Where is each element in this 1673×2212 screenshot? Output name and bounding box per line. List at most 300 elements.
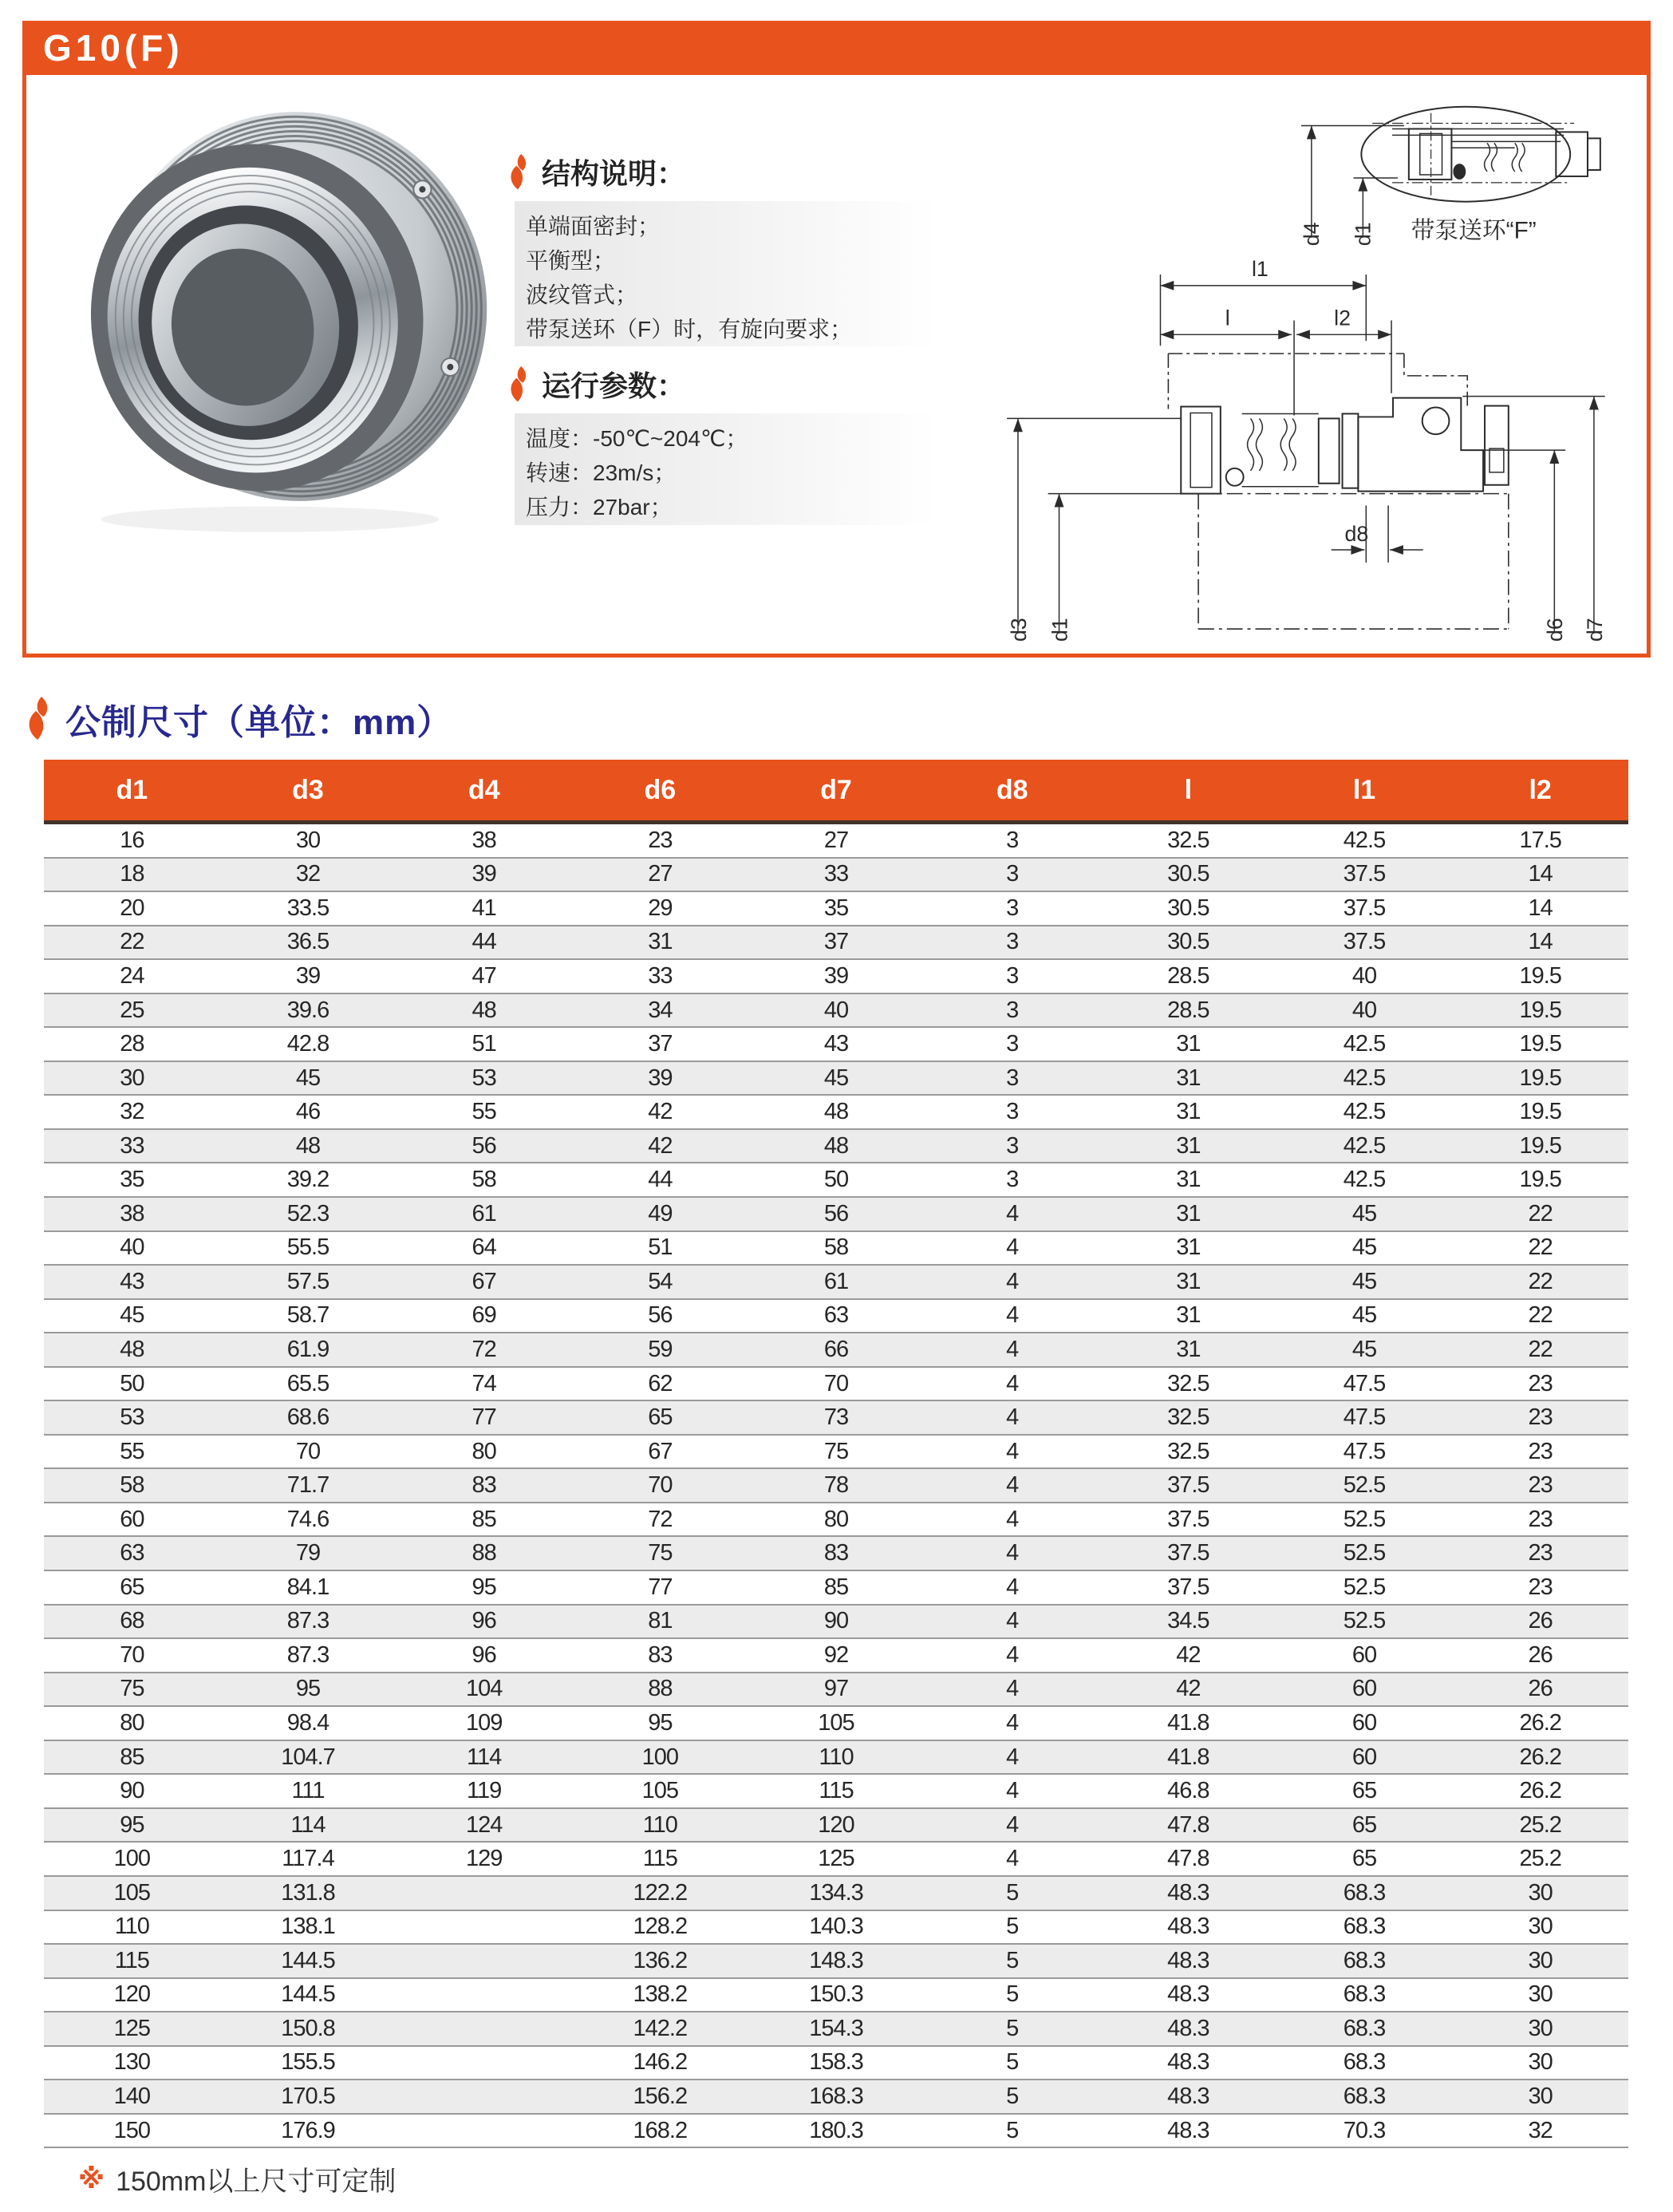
table-cell: 122.2 xyxy=(633,1879,688,1906)
table-cell: 53 xyxy=(120,1404,144,1431)
table-row xyxy=(44,1877,1628,1911)
table-cell: 37.5 xyxy=(1167,1574,1209,1600)
table-cell: 22 xyxy=(1528,1268,1553,1294)
table-row xyxy=(44,2047,1628,2081)
table-cell: 56 xyxy=(823,1200,849,1226)
table-cell: 4 xyxy=(1006,1744,1019,1770)
table-cell: 22 xyxy=(1528,1302,1553,1329)
table-body xyxy=(44,824,1628,2148)
table-cell: 83 xyxy=(823,1540,849,1566)
table-cell: 115 xyxy=(642,1846,677,1872)
table-cell: 80 xyxy=(823,1506,849,1532)
table-row xyxy=(44,1232,1628,1266)
table-cell: 30.5 xyxy=(1167,929,1209,955)
table-cell: 52.5 xyxy=(1343,1574,1386,1600)
table-cell: 40 xyxy=(1351,997,1377,1023)
table-row xyxy=(44,1062,1628,1096)
table-cell: 4 xyxy=(1006,1438,1019,1464)
table-cell: 110 xyxy=(819,1744,854,1770)
column-header: l2 xyxy=(1529,774,1552,805)
table-cell: 3 xyxy=(1006,929,1019,955)
table-cell: 26 xyxy=(1528,1641,1553,1668)
table-cell: 61 xyxy=(823,1268,849,1294)
table-cell: 48 xyxy=(295,1132,321,1159)
table-cell: 3 xyxy=(1006,1167,1019,1193)
table-cell: 31 xyxy=(1176,1065,1201,1091)
table-cell: 3 xyxy=(1006,861,1019,887)
params-line: 温度：-50℃~204℃； xyxy=(526,426,748,451)
column-header: d7 xyxy=(820,774,852,805)
table-cell: 5 xyxy=(1006,2084,1019,2109)
table-cell: 24 xyxy=(120,962,144,989)
table-cell: 19.5 xyxy=(1519,1132,1561,1159)
table-cell: 23 xyxy=(648,827,673,853)
table-cell: 155.5 xyxy=(281,2049,335,2076)
table-cell: 68.3 xyxy=(1343,2084,1386,2109)
table-row xyxy=(44,1436,1628,1470)
table-cell: 42.5 xyxy=(1343,1031,1386,1057)
seal-ring-image xyxy=(33,85,491,543)
table-row xyxy=(44,2115,1628,2149)
table-row xyxy=(44,1163,1628,1198)
table-cell: 134.3 xyxy=(809,1879,863,1906)
table-cell: 105 xyxy=(641,1778,679,1804)
table-cell: 48.3 xyxy=(1167,2084,1209,2109)
table-cell: 83 xyxy=(648,1641,673,1668)
table-cell: 4 xyxy=(1006,1506,1019,1532)
table-cell: 146.2 xyxy=(633,2049,688,2076)
dim-label-l1: l1 xyxy=(1251,256,1269,281)
table-cell: 42 xyxy=(648,1099,673,1125)
column-header: d6 xyxy=(644,774,677,805)
table-cell: 180.3 xyxy=(809,2117,863,2143)
table-row xyxy=(44,926,1628,961)
table-cell: 31 xyxy=(1176,1031,1201,1057)
table-cell: 4 xyxy=(1006,1200,1019,1226)
table-cell: 34 xyxy=(648,997,673,1023)
table-row xyxy=(44,892,1628,926)
table-cell: 85 xyxy=(120,1744,144,1770)
table-cell: 168.3 xyxy=(809,2084,863,2109)
table-row xyxy=(44,2080,1628,2115)
table-cell: 14 xyxy=(1528,861,1553,887)
table-cell: 3 xyxy=(1006,997,1019,1023)
table-cell: 114 xyxy=(467,1744,502,1770)
table-cell: 104 xyxy=(465,1676,503,1702)
table-cell: 63 xyxy=(823,1302,849,1329)
table-cell: 70.3 xyxy=(1343,2117,1386,2143)
table-cell: 42.5 xyxy=(1343,1132,1386,1159)
table-cell: 42 xyxy=(648,1132,673,1159)
table-cell: 4 xyxy=(1006,1574,1019,1600)
table-cell: 16 xyxy=(120,827,144,853)
table-cell: 148.3 xyxy=(809,1947,863,1973)
table-cell: 54 xyxy=(648,1268,673,1294)
table-cell: 31 xyxy=(1176,1336,1201,1362)
table-cell: 48.3 xyxy=(1167,2117,1209,2143)
table-cell: 52.5 xyxy=(1343,1506,1386,1532)
table-cell: 32.5 xyxy=(1167,827,1209,853)
table-cell: 88 xyxy=(472,1540,496,1566)
table-cell: 60 xyxy=(1351,1744,1377,1770)
table-cell: 45 xyxy=(1351,1200,1377,1226)
detail-label: 带泵送环“F” xyxy=(1411,217,1537,244)
table-cell: 45 xyxy=(1351,1268,1377,1294)
table-cell: 30 xyxy=(1528,2084,1553,2109)
table-cell: 42 xyxy=(1176,1676,1201,1702)
table-cell: 47.5 xyxy=(1343,1438,1386,1464)
table-cell: 23 xyxy=(1528,1370,1553,1396)
structure-line: 单端面密封； xyxy=(526,214,661,239)
table-cell: 30 xyxy=(1528,1879,1553,1906)
table-cell: 45 xyxy=(295,1065,321,1091)
table-cell: 75 xyxy=(120,1676,144,1702)
table-cell: 37.5 xyxy=(1167,1472,1209,1499)
table-cell: 42 xyxy=(1176,1641,1201,1668)
table-cell: 31 xyxy=(1176,1167,1201,1193)
flame-icon xyxy=(507,154,529,191)
table-cell: 154.3 xyxy=(809,2015,863,2041)
table-cell: 30 xyxy=(1528,1914,1553,1940)
table-cell: 67 xyxy=(472,1268,496,1294)
table-cell: 14 xyxy=(1528,895,1553,921)
table-cell: 49 xyxy=(648,1200,673,1226)
table-cell: 4 xyxy=(1006,1811,1019,1838)
table-cell: 60 xyxy=(1351,1709,1377,1736)
table-cell: 4 xyxy=(1006,1302,1019,1329)
table-cell: 4 xyxy=(1006,1370,1019,1396)
table-cell: 28.5 xyxy=(1167,962,1209,989)
table-cell: 38 xyxy=(472,827,496,853)
table-cell: 115 xyxy=(819,1778,854,1804)
table-cell: 53 xyxy=(472,1065,496,1091)
table-cell: 81 xyxy=(648,1608,673,1634)
table-cell: 31 xyxy=(648,929,673,955)
metric-section-heading xyxy=(24,693,452,745)
table-cell: 30.5 xyxy=(1167,861,1209,887)
table-cell: 25 xyxy=(120,997,144,1023)
table-cell: 22 xyxy=(1528,1234,1553,1261)
table-cell: 4 xyxy=(1006,1234,1019,1261)
table-row xyxy=(44,1741,1628,1776)
table-cell: 125 xyxy=(818,1846,854,1872)
table-cell: 30 xyxy=(120,1065,144,1091)
table-row xyxy=(44,1707,1628,1741)
table-cell: 4 xyxy=(1006,1778,1019,1804)
table-cell: 5 xyxy=(1006,1914,1019,1940)
table-cell: 40 xyxy=(1351,962,1377,989)
product-panel xyxy=(22,75,1651,658)
table-cell: 3 xyxy=(1006,1065,1019,1091)
table-cell: 130 xyxy=(113,2049,151,2076)
table-cell: 97 xyxy=(823,1676,849,1702)
table-cell: 19.5 xyxy=(1519,1031,1561,1057)
table-cell: 58.7 xyxy=(286,1302,329,1329)
table-cell: 88 xyxy=(648,1676,673,1702)
table-cell: 70 xyxy=(648,1472,673,1499)
seal-cross-section xyxy=(958,78,1642,650)
table-cell: 45 xyxy=(120,1302,144,1329)
table-cell: 96 xyxy=(472,1608,496,1634)
table-cell: 98.4 xyxy=(286,1709,329,1736)
table-cell: 30 xyxy=(1528,2015,1553,2041)
table-cell: 57.5 xyxy=(286,1268,329,1294)
table-cell: 48 xyxy=(823,1099,849,1125)
table-cell: 30 xyxy=(1528,1947,1553,1973)
table-cell: 3 xyxy=(1006,895,1019,921)
column-header: l xyxy=(1184,774,1193,805)
table-cell: 75 xyxy=(648,1540,673,1566)
table-cell: 68.3 xyxy=(1343,1914,1386,1940)
table-cell: 25.2 xyxy=(1519,1811,1561,1838)
table-cell: 32 xyxy=(120,1099,144,1125)
footnote-text: 150mm以上尺寸可定制 xyxy=(116,2167,397,2197)
table-cell: 26 xyxy=(1528,1676,1553,1702)
table-cell: 51 xyxy=(648,1234,673,1261)
column-header: d4 xyxy=(468,774,500,805)
table-cell: 90 xyxy=(120,1778,144,1804)
table-cell: 109 xyxy=(465,1709,503,1736)
table-row xyxy=(44,1130,1628,1164)
table-cell: 32.5 xyxy=(1167,1438,1209,1464)
table-cell: 31 xyxy=(1176,1099,1201,1125)
table-cell: 65 xyxy=(648,1404,673,1431)
table-cell: 65 xyxy=(1351,1778,1377,1804)
table-cell: 4 xyxy=(1006,1641,1019,1668)
table-cell: 71.7 xyxy=(286,1472,329,1499)
table-cell: 138.2 xyxy=(633,1981,688,2008)
table-row xyxy=(44,1198,1628,1232)
table-row xyxy=(44,960,1628,994)
table-cell: 4 xyxy=(1006,1709,1019,1736)
table-cell: 39 xyxy=(823,962,849,989)
table-row xyxy=(44,1333,1628,1368)
table-cell: 56 xyxy=(648,1302,673,1329)
table-cell: 119 xyxy=(467,1778,502,1804)
table-cell: 33 xyxy=(648,962,673,989)
table-cell: 43 xyxy=(823,1031,849,1057)
table-cell: 35 xyxy=(823,895,849,921)
table-cell: 23 xyxy=(1528,1506,1553,1532)
table-cell: 92 xyxy=(823,1641,849,1668)
table-cell: 64 xyxy=(472,1234,496,1261)
table-cell: 3 xyxy=(1006,1099,1019,1125)
table-cell: 23 xyxy=(1528,1438,1553,1464)
table-cell: 80 xyxy=(120,1709,144,1736)
table-cell: 59 xyxy=(648,1336,673,1362)
table-cell: 96 xyxy=(472,1641,496,1668)
table-cell: 170.5 xyxy=(281,2084,335,2109)
table-cell: 142.2 xyxy=(633,2015,688,2041)
table-cell: 30 xyxy=(1528,1981,1553,2008)
table-cell: 77 xyxy=(648,1574,673,1600)
table-row xyxy=(44,1775,1628,1809)
table-cell: 150.8 xyxy=(281,2015,335,2041)
table-cell: 28.5 xyxy=(1167,997,1209,1023)
table-cell: 46 xyxy=(295,1099,321,1125)
table-cell: 80 xyxy=(472,1438,496,1464)
table-row xyxy=(44,1028,1628,1062)
table-cell: 46.8 xyxy=(1167,1778,1209,1804)
table-row xyxy=(44,1537,1628,1571)
table-cell: 47 xyxy=(472,962,496,989)
table-cell: 70 xyxy=(120,1641,144,1668)
table-row xyxy=(44,1571,1628,1606)
table-cell: 32.5 xyxy=(1167,1404,1209,1431)
table-cell: 55 xyxy=(472,1099,496,1125)
table-cell: 110 xyxy=(114,1914,149,1940)
table-cell: 39 xyxy=(648,1065,673,1091)
table-cell: 39.6 xyxy=(286,997,329,1023)
table-cell: 4 xyxy=(1006,1404,1019,1431)
table-cell: 30 xyxy=(295,827,321,853)
table-cell: 4 xyxy=(1006,1336,1019,1362)
params-title: 运行参数： xyxy=(542,369,686,402)
table-row xyxy=(44,2013,1628,2047)
table-cell: 51 xyxy=(472,1031,496,1057)
params-heading xyxy=(507,364,685,405)
dim-label-l: l xyxy=(1225,306,1230,330)
table-cell: 5 xyxy=(1006,1879,1019,1906)
table-cell: 23 xyxy=(1528,1540,1553,1566)
table-cell: 100 xyxy=(641,1744,679,1770)
table-cell: 58 xyxy=(472,1167,496,1193)
table-cell: 90 xyxy=(823,1608,849,1634)
table-cell: 44 xyxy=(472,929,496,955)
table-cell: 31 xyxy=(1176,1200,1201,1226)
table-cell: 17.5 xyxy=(1519,827,1561,853)
table-cell: 33.5 xyxy=(286,895,329,921)
table-cell: 65 xyxy=(1351,1811,1377,1838)
table-cell: 18 xyxy=(120,861,144,887)
table-row xyxy=(44,1368,1628,1402)
table-cell: 19.5 xyxy=(1519,1065,1561,1091)
table-cell: 5 xyxy=(1006,1981,1019,2008)
table-row xyxy=(44,1300,1628,1334)
flame-icon xyxy=(507,366,529,403)
table-cell: 4 xyxy=(1006,1676,1019,1702)
table-cell: 105 xyxy=(113,1879,151,1906)
table-cell: 176.9 xyxy=(281,2117,335,2143)
table-cell: 4 xyxy=(1006,1846,1019,1872)
table-cell: 37.5 xyxy=(1167,1540,1209,1566)
table-cell: 73 xyxy=(823,1404,849,1431)
table-row xyxy=(44,1639,1628,1673)
table-cell: 45 xyxy=(823,1065,849,1091)
table-cell: 55.5 xyxy=(286,1234,329,1261)
table-cell: 42.5 xyxy=(1343,827,1386,853)
table-cell: 144.5 xyxy=(281,1947,335,1973)
table-cell: 23 xyxy=(1528,1574,1553,1600)
table-cell: 45 xyxy=(1351,1302,1377,1329)
structure-line: 波纹管式； xyxy=(526,282,638,307)
flame-icon xyxy=(24,697,51,741)
table-cell: 44 xyxy=(648,1167,673,1193)
table-cell: 28 xyxy=(120,1031,144,1057)
table-cell: 3 xyxy=(1006,827,1019,853)
table-row xyxy=(44,994,1628,1029)
table-cell: 74.6 xyxy=(286,1506,329,1532)
dim-label-d4: d4 xyxy=(1299,222,1324,247)
technical-drawing xyxy=(958,78,1642,650)
table-cell: 62 xyxy=(648,1370,673,1396)
table-cell: 150.3 xyxy=(809,1981,863,2008)
table-cell: 48 xyxy=(472,997,496,1023)
structure-line: 平衡型； xyxy=(526,248,616,273)
table-cell: 60 xyxy=(1351,1676,1377,1702)
table-cell: 117.4 xyxy=(282,1846,334,1872)
table-cell: 79 xyxy=(295,1540,321,1566)
table-cell: 50 xyxy=(120,1370,144,1396)
table-cell: 48.3 xyxy=(1167,1914,1209,1940)
table-cell: 31 xyxy=(1176,1234,1201,1261)
product-model: G10(F) xyxy=(43,27,183,69)
table-row xyxy=(44,824,1628,859)
table-row xyxy=(44,1945,1628,1979)
table-cell: 58 xyxy=(120,1472,144,1499)
table-cell: 168.2 xyxy=(633,2117,688,2143)
table-cell: 125 xyxy=(113,2015,151,2041)
table-cell: 32 xyxy=(1528,2117,1553,2143)
table-cell: 140.3 xyxy=(809,1914,863,1940)
table-cell: 3 xyxy=(1006,1031,1019,1057)
table-cell: 100 xyxy=(113,1846,151,1872)
dim-label-d1-left: d1 xyxy=(1048,618,1072,642)
table-cell: 158.3 xyxy=(809,2049,863,2076)
table-row xyxy=(44,1911,1628,1945)
table-cell: 68 xyxy=(120,1608,144,1634)
table-cell: 23 xyxy=(1528,1472,1553,1499)
table-cell: 65 xyxy=(1351,1846,1377,1872)
dim-label-d3: d3 xyxy=(1006,618,1031,642)
table-cell: 140 xyxy=(113,2084,151,2109)
table-cell: 131.8 xyxy=(281,1879,335,1906)
product-title-bar xyxy=(22,21,1651,75)
metric-section-title: 公制尺寸（单位：mm） xyxy=(65,703,453,742)
table-cell: 95 xyxy=(472,1574,496,1600)
table-cell: 26.2 xyxy=(1519,1778,1561,1804)
table-cell: 48.3 xyxy=(1167,1947,1209,1973)
table-cell: 39 xyxy=(472,861,496,887)
table-cell: 45 xyxy=(1351,1234,1377,1261)
table-row xyxy=(44,859,1628,893)
table-cell: 37 xyxy=(823,929,849,955)
table-cell: 150 xyxy=(113,2117,151,2143)
table-cell: 19.5 xyxy=(1519,962,1561,989)
table-cell: 36.5 xyxy=(286,929,329,955)
product-photo xyxy=(33,85,491,543)
table-cell: 4 xyxy=(1006,1608,1019,1634)
table-cell: 50 xyxy=(823,1167,849,1193)
table-cell: 95 xyxy=(295,1676,321,1702)
table-cell: 66 xyxy=(823,1336,849,1362)
dim-label-d1-top: d1 xyxy=(1351,222,1375,247)
table-cell: 72 xyxy=(648,1506,673,1532)
table-cell: 27 xyxy=(648,861,673,887)
structure-line: 带泵送环（F）时，有旋向要求； xyxy=(526,317,853,342)
table-cell: 5 xyxy=(1006,2049,1019,2076)
table-cell: 115 xyxy=(114,1947,149,1973)
table-cell: 60 xyxy=(120,1506,144,1532)
table-cell: 63 xyxy=(120,1540,144,1566)
table-cell: 129 xyxy=(465,1846,503,1872)
table-cell: 48.3 xyxy=(1167,2049,1209,2076)
table-cell: 45 xyxy=(1351,1336,1377,1362)
table-header-row xyxy=(44,760,1628,824)
table-cell: 72 xyxy=(472,1336,496,1362)
table-cell: 52.5 xyxy=(1343,1472,1386,1499)
table-cell: 31 xyxy=(1176,1302,1201,1329)
